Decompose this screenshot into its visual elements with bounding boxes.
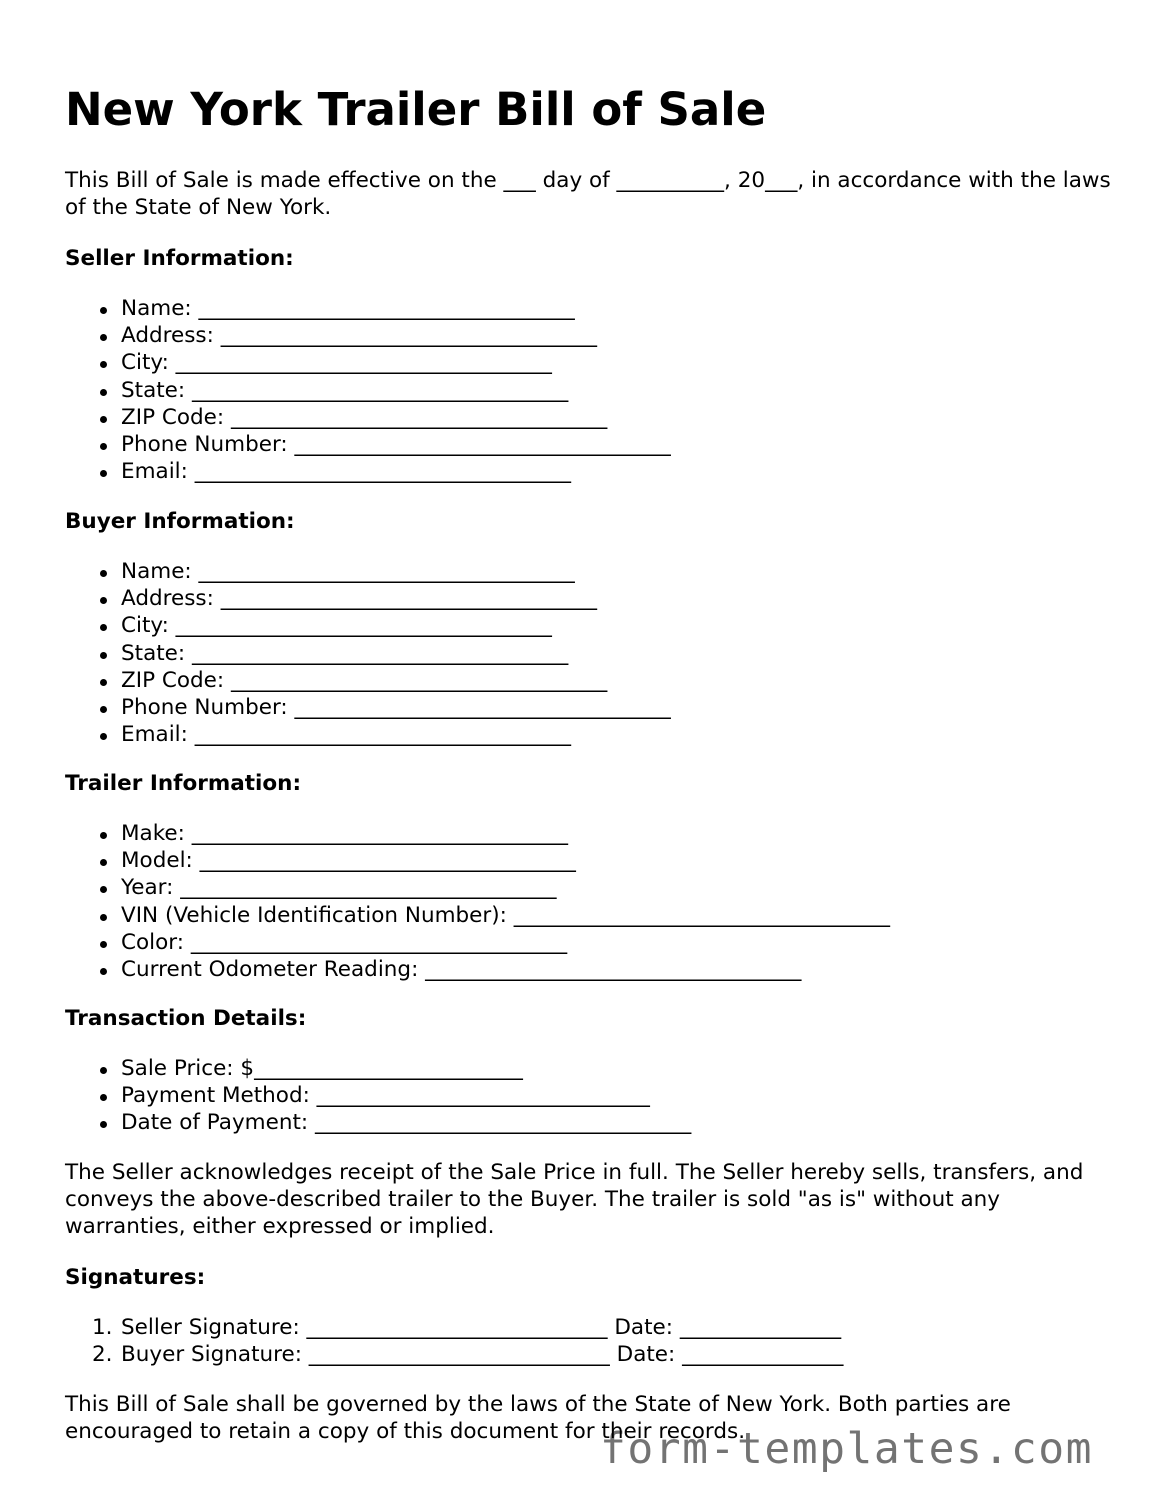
buyer-phone-field: Phone Number: ___________________________________	[65, 694, 671, 721]
seller-name-field: Name: ___________________________________	[65, 295, 671, 322]
watermark-logo: form-templates.com	[600, 1424, 1093, 1474]
signatures-heading: Signatures:	[65, 1265, 206, 1290]
signatures-list	[65, 1314, 843, 1368]
intro-paragraph: This Bill of Sale is made effective on the ___ day of __________, 20___, in accordance with the laws of the State of New York.	[65, 168, 1111, 220]
buyer-signature-text: Buyer Signature: ____________________________ Date: _______________	[121, 1342, 844, 1368]
seller-address-field: Address: ___________________________________	[65, 322, 671, 349]
seller-list	[65, 295, 671, 485]
seller-state-field: State: ___________________________________	[65, 377, 671, 404]
buyer-address-field: Address: ___________________________________	[65, 585, 671, 612]
seller-phone-field: Phone Number: ___________________________________	[65, 431, 671, 458]
buyer-heading: Buyer Information:	[65, 509, 295, 534]
trailer-odometer-field: Current Odometer Reading: ___________________________________	[65, 956, 890, 983]
list-number: 2.	[92, 1342, 113, 1368]
buyer-zip-field: ZIP Code: ___________________________________	[65, 667, 671, 694]
payment-date-field: Date of Payment: ___________________________________	[65, 1109, 691, 1136]
seller-email-field: Email: ___________________________________	[65, 458, 671, 485]
buyer-email-field: Email: ___________________________________	[65, 721, 671, 748]
buyer-list	[65, 558, 671, 748]
seller-city-field: City: ___________________________________	[65, 349, 671, 376]
seller-signature-line	[65, 1314, 843, 1341]
transaction-heading: Transaction Details:	[65, 1006, 307, 1031]
acknowledgement-paragraph: The Seller acknowledges receipt of the Sale Price in full. The Seller hereby sells, transfers, and conveys the above-described trailer to the Buyer. The trailer is sold "as is" without any warranties, either expressed or implied.	[65, 1160, 1084, 1239]
seller-heading: Seller Information:	[65, 246, 294, 271]
trailer-color-field: Color: ___________________________________	[65, 929, 890, 956]
transaction-list	[65, 1055, 691, 1137]
closing-paragraph: This Bill of Sale shall be governed by the laws of the State of New York. Both parties are encouraged to retain a copy of this document for their records.	[65, 1392, 1011, 1444]
seller-zip-field: ZIP Code: ___________________________________	[65, 404, 671, 431]
list-number: 1.	[92, 1315, 113, 1340]
buyer-city-field: City: ___________________________________	[65, 612, 671, 639]
trailer-list	[65, 820, 890, 983]
trailer-heading: Trailer Information:	[65, 771, 302, 796]
trailer-model-field: Model: ___________________________________	[65, 847, 890, 874]
sale-price-field: Sale Price: $_________________________	[65, 1055, 691, 1082]
buyer-signature-line	[65, 1341, 843, 1368]
payment-method-field: Payment Method: _______________________________	[65, 1082, 691, 1109]
buyer-state-field: State: ___________________________________	[65, 640, 671, 667]
trailer-vin-field: VIN (Vehicle Identification Number): ___________________________________	[65, 902, 890, 929]
seller-signature-text: Seller Signature: ____________________________ Date: _______________	[121, 1315, 842, 1340]
buyer-name-field: Name: ___________________________________	[65, 558, 671, 585]
trailer-year-field: Year: ___________________________________	[65, 874, 890, 901]
trailer-make-field: Make: ___________________________________	[65, 820, 890, 847]
document-title: New York Trailer Bill of Sale	[65, 83, 767, 136]
